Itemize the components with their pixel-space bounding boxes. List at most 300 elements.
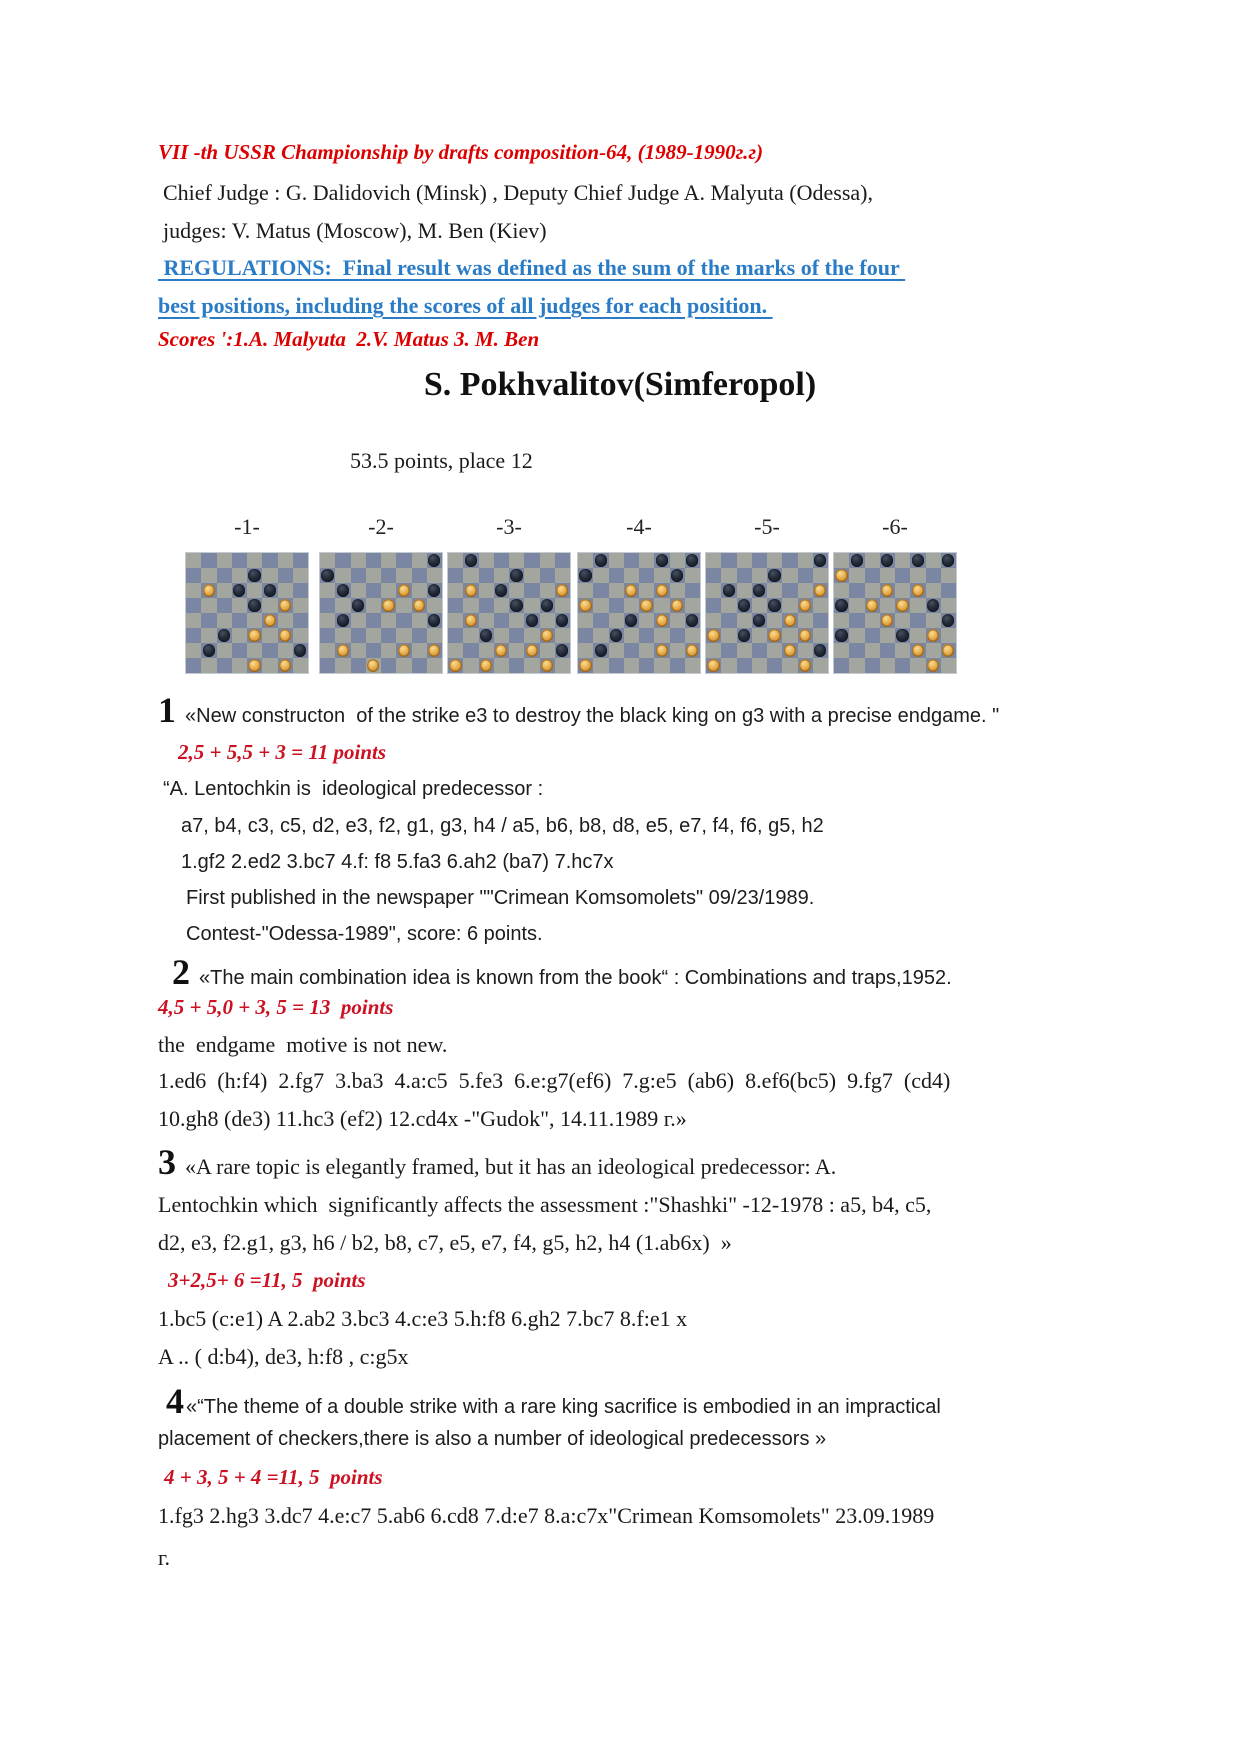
black-checker-piece xyxy=(428,554,440,566)
board-square xyxy=(737,553,752,568)
board-square xyxy=(217,658,232,673)
board-square xyxy=(721,628,736,643)
section-3-number: 3 xyxy=(158,1142,176,1182)
board-square xyxy=(685,598,700,613)
board-square xyxy=(721,643,736,658)
board-square xyxy=(448,628,463,643)
white-checker-piece xyxy=(337,644,349,656)
white-checker-piece xyxy=(480,659,492,671)
board-square xyxy=(320,613,335,628)
board-square xyxy=(320,628,335,643)
board-square xyxy=(737,643,752,658)
board-square xyxy=(834,553,849,568)
white-checker-piece xyxy=(248,629,260,641)
board-square xyxy=(509,583,524,598)
board-square xyxy=(910,658,925,673)
board-square xyxy=(782,553,797,568)
white-checker-piece xyxy=(398,584,410,596)
board-square xyxy=(463,628,478,643)
white-checker-piece xyxy=(449,659,461,671)
board-square xyxy=(463,598,478,613)
board-square xyxy=(593,568,608,583)
board-square xyxy=(262,568,277,583)
white-checker-piece xyxy=(413,599,425,611)
board-square xyxy=(895,613,910,628)
judges-line-2: judges: V. Matus (Moscow), M. Ben (Kiev) xyxy=(163,218,547,243)
board-square xyxy=(834,643,849,658)
white-checker-piece xyxy=(579,659,591,671)
white-checker-piece xyxy=(686,644,698,656)
board-square xyxy=(593,628,608,643)
board-square xyxy=(351,643,366,658)
board-square xyxy=(926,553,941,568)
checkers-board-3 xyxy=(448,553,570,673)
white-checker-piece xyxy=(640,599,652,611)
white-checker-piece xyxy=(279,629,291,641)
white-checker-piece xyxy=(799,599,811,611)
points-place-line: 53.5 points, place 12 xyxy=(350,448,533,473)
black-checker-piece xyxy=(768,599,780,611)
board-square xyxy=(849,568,864,583)
black-checker-piece xyxy=(686,614,698,626)
section-2-comment-text: «The main combination idea is known from the book“ : Combinations and traps,1952. xyxy=(199,967,952,989)
board-square xyxy=(186,568,201,583)
board-square xyxy=(540,553,555,568)
board-square xyxy=(752,598,767,613)
board-square xyxy=(293,628,308,643)
board-square xyxy=(217,568,232,583)
black-checker-piece xyxy=(851,554,863,566)
board-square xyxy=(278,553,293,568)
white-checker-piece xyxy=(927,629,939,641)
board-square xyxy=(412,658,427,673)
white-checker-piece xyxy=(656,584,668,596)
board-square xyxy=(865,643,880,658)
board-square xyxy=(639,643,654,658)
board-square xyxy=(685,583,700,598)
black-checker-piece xyxy=(480,629,492,641)
black-checker-piece xyxy=(881,554,893,566)
board-square xyxy=(849,583,864,598)
board-square xyxy=(721,613,736,628)
board-square xyxy=(335,553,350,568)
board-square xyxy=(670,658,685,673)
section-1-moves-line: 1.gf2 2.ed2 3.bc7 4.f: f8 5.fa3 6.ah2 (ba7) 7.hc7x xyxy=(181,851,614,873)
board-square xyxy=(201,628,216,643)
board-square xyxy=(232,628,247,643)
section-2-comment xyxy=(172,952,952,993)
diagrams-row xyxy=(0,553,1240,673)
board-square xyxy=(813,628,828,643)
section-2-endgame-line: the endgame motive is not new. xyxy=(158,1032,448,1057)
board-square xyxy=(670,553,685,568)
black-checker-piece xyxy=(927,599,939,611)
section-4-number: 4 xyxy=(166,1381,184,1421)
board-square xyxy=(186,643,201,658)
white-checker-piece xyxy=(465,614,477,626)
board-square xyxy=(540,613,555,628)
board-square xyxy=(813,598,828,613)
board-square xyxy=(555,658,570,673)
board-square xyxy=(293,613,308,628)
board-square xyxy=(865,658,880,673)
board-square xyxy=(685,658,700,673)
board-square xyxy=(737,658,752,673)
board-square xyxy=(448,643,463,658)
board-square xyxy=(293,598,308,613)
white-checker-piece xyxy=(526,644,538,656)
diagram-label-6: -6- xyxy=(882,514,908,539)
board-square xyxy=(293,568,308,583)
board-square xyxy=(186,613,201,628)
board-square xyxy=(232,643,247,658)
board-square xyxy=(448,598,463,613)
board-square xyxy=(578,613,593,628)
board-square xyxy=(721,553,736,568)
board-square xyxy=(895,583,910,598)
board-square xyxy=(351,583,366,598)
board-square xyxy=(479,583,494,598)
board-square xyxy=(578,553,593,568)
board-square xyxy=(865,568,880,583)
board-square xyxy=(752,568,767,583)
board-square xyxy=(320,583,335,598)
white-checker-piece xyxy=(382,599,394,611)
section-3-assessment-line: Lentochkin which significantly affects the assessment :"Shashki" -12-1978 : a5, b4, c5, xyxy=(158,1192,932,1217)
checkers-board-6 xyxy=(834,553,956,673)
board-square xyxy=(752,643,767,658)
diagram-label-1: -1- xyxy=(234,514,260,539)
board-square xyxy=(463,568,478,583)
section-1-contest-line: Contest-"Odessa-1989", score: 6 points. xyxy=(186,923,543,945)
board-square xyxy=(834,583,849,598)
black-checker-piece xyxy=(738,629,750,641)
black-checker-piece xyxy=(814,644,826,656)
board-square xyxy=(609,598,624,613)
board-square xyxy=(479,553,494,568)
white-checker-piece xyxy=(912,644,924,656)
board-square xyxy=(941,628,956,643)
board-square xyxy=(593,613,608,628)
white-checker-piece xyxy=(556,584,568,596)
board-square xyxy=(941,598,956,613)
black-checker-piece xyxy=(321,569,333,581)
board-square xyxy=(767,553,782,568)
board-square xyxy=(813,568,828,583)
white-checker-piece xyxy=(881,584,893,596)
board-square xyxy=(412,583,427,598)
board-square xyxy=(609,568,624,583)
white-checker-piece xyxy=(465,584,477,596)
board-square xyxy=(849,658,864,673)
black-checker-piece xyxy=(541,599,553,611)
white-checker-piece xyxy=(784,614,796,626)
black-checker-piece xyxy=(510,569,522,581)
board-square xyxy=(366,628,381,643)
black-checker-piece xyxy=(352,599,364,611)
black-checker-piece xyxy=(556,614,568,626)
board-square xyxy=(737,613,752,628)
board-square xyxy=(865,613,880,628)
section-3-comment-text: «A rare topic is elegantly framed, but it has an ideological predecessor: A. xyxy=(185,1154,837,1179)
white-checker-piece xyxy=(799,659,811,671)
white-checker-piece xyxy=(707,659,719,671)
board-square xyxy=(262,553,277,568)
section-3-moves-line: 1.bc5 (c:e1) A 2.ab2 3.bc3 4.c:e3 5.h:f8 6.gh2 7.bc7 8.f:e1 x xyxy=(158,1306,688,1331)
board-square xyxy=(578,643,593,658)
board-square xyxy=(624,598,639,613)
board-square xyxy=(494,568,509,583)
board-square xyxy=(706,583,721,598)
board-square xyxy=(834,613,849,628)
board-square xyxy=(262,643,277,658)
board-square xyxy=(463,658,478,673)
board-square xyxy=(278,613,293,628)
diagram-label-5: -5- xyxy=(754,514,780,539)
black-checker-piece xyxy=(610,629,622,641)
white-checker-piece xyxy=(942,644,954,656)
regulations-line-1: REGULATIONS: Final result was defined as the sum of the marks of the four xyxy=(158,255,906,280)
board-square xyxy=(555,598,570,613)
board-square xyxy=(186,658,201,673)
white-checker-piece xyxy=(279,659,291,671)
board-square xyxy=(396,658,411,673)
board-square xyxy=(479,613,494,628)
board-square xyxy=(217,553,232,568)
board-square xyxy=(448,568,463,583)
white-checker-piece xyxy=(495,644,507,656)
board-square xyxy=(752,628,767,643)
board-square xyxy=(752,553,767,568)
white-checker-piece xyxy=(248,659,260,671)
board-square xyxy=(782,598,797,613)
black-checker-piece xyxy=(203,644,215,656)
black-checker-piece xyxy=(625,614,637,626)
board-square xyxy=(509,613,524,628)
board-square xyxy=(479,568,494,583)
board-square xyxy=(427,658,442,673)
board-square xyxy=(479,598,494,613)
black-checker-piece xyxy=(912,554,924,566)
judges-line-1: Chief Judge : G. Dalidovich (Minsk) , Deputy Chief Judge A. Malyuta (Odessa), xyxy=(163,180,873,205)
section-4-score-line: 4 + 3, 5 + 4 =11, 5 points xyxy=(164,1465,383,1489)
board-square xyxy=(767,643,782,658)
board-square xyxy=(895,643,910,658)
board-square xyxy=(186,598,201,613)
white-checker-piece xyxy=(896,599,908,611)
black-checker-piece xyxy=(428,614,440,626)
section-4-moves-line: 1.fg3 2.hg3 3.dc7 4.e:c7 5.ab6 6.cd8 7.d:e7 8.a:c7x"Crimean Komsomolets" 23.09.1989 xyxy=(158,1503,935,1528)
board-square xyxy=(910,598,925,613)
board-square xyxy=(798,568,813,583)
board-square xyxy=(767,658,782,673)
board-square xyxy=(609,658,624,673)
board-square xyxy=(654,658,669,673)
board-square xyxy=(737,583,752,598)
board-square xyxy=(412,643,427,658)
board-square xyxy=(381,568,396,583)
board-square xyxy=(895,568,910,583)
board-square xyxy=(849,613,864,628)
board-square xyxy=(609,613,624,628)
board-square xyxy=(593,583,608,598)
board-square xyxy=(524,583,539,598)
board-square xyxy=(910,628,925,643)
board-square xyxy=(293,553,308,568)
black-checker-piece xyxy=(753,584,765,596)
board-square xyxy=(366,598,381,613)
board-square xyxy=(706,553,721,568)
white-checker-piece xyxy=(625,584,637,596)
board-square xyxy=(396,568,411,583)
white-checker-piece xyxy=(656,644,668,656)
white-checker-piece xyxy=(671,599,683,611)
white-checker-piece xyxy=(707,629,719,641)
board-square xyxy=(448,583,463,598)
board-square xyxy=(366,553,381,568)
board-square xyxy=(247,643,262,658)
board-square xyxy=(232,598,247,613)
board-square xyxy=(639,553,654,568)
section-2-score-line: 4,5 + 5,0 + 3, 5 = 13 points xyxy=(158,995,394,1019)
black-checker-piece xyxy=(579,569,591,581)
board-square xyxy=(479,643,494,658)
section-4-year-line: г. xyxy=(158,1545,171,1570)
board-square xyxy=(721,598,736,613)
black-checker-piece xyxy=(896,629,908,641)
black-checker-piece xyxy=(248,569,260,581)
board-square xyxy=(351,628,366,643)
section-2-moves-line-2: 10.gh8 (de3) 11.hc3 (ef2) 12.cd4x -"Gudok", 14.11.1989 г.» xyxy=(158,1106,687,1131)
author-heading: S. Pokhvalitov(Simferopol) xyxy=(423,366,817,403)
black-checker-piece xyxy=(942,554,954,566)
board-square xyxy=(335,598,350,613)
board-square xyxy=(524,628,539,643)
board-square xyxy=(813,613,828,628)
board-square xyxy=(706,643,721,658)
board-square xyxy=(494,598,509,613)
board-square xyxy=(351,613,366,628)
white-checker-piece xyxy=(866,599,878,611)
board-square xyxy=(232,658,247,673)
board-square xyxy=(463,643,478,658)
white-checker-piece xyxy=(541,659,553,671)
board-square xyxy=(278,643,293,658)
board-square xyxy=(941,568,956,583)
board-square xyxy=(798,553,813,568)
board-square xyxy=(381,643,396,658)
board-square xyxy=(396,613,411,628)
board-square xyxy=(624,553,639,568)
section-1-predecessor-line: “A. Lentochkin is ideological predecessor : xyxy=(163,778,544,800)
board-square xyxy=(880,568,895,583)
section-1-comment xyxy=(158,690,999,731)
black-checker-piece xyxy=(556,644,568,656)
board-square xyxy=(351,658,366,673)
black-checker-piece xyxy=(264,584,276,596)
section-3-score-line: 3+2,5+ 6 =11, 5 points xyxy=(168,1268,366,1292)
board-square xyxy=(849,628,864,643)
board-square xyxy=(578,628,593,643)
board-square xyxy=(293,658,308,673)
black-checker-piece xyxy=(814,554,826,566)
board-square xyxy=(926,568,941,583)
section-1-comment-text: «New constructon of the strike e3 to destroy the black king on g3 with a precise endgame. " xyxy=(185,705,1000,727)
white-checker-piece xyxy=(367,659,379,671)
board-square xyxy=(262,658,277,673)
board-square xyxy=(186,628,201,643)
board-square xyxy=(351,568,366,583)
board-square xyxy=(201,598,216,613)
black-checker-piece xyxy=(671,569,683,581)
board-square xyxy=(782,568,797,583)
board-square xyxy=(555,568,570,583)
section-2-number: 2 xyxy=(172,952,190,992)
board-square xyxy=(670,583,685,598)
board-square xyxy=(217,643,232,658)
board-square xyxy=(524,658,539,673)
black-checker-piece xyxy=(337,584,349,596)
board-square xyxy=(247,553,262,568)
board-square xyxy=(351,553,366,568)
board-square xyxy=(654,598,669,613)
board-square xyxy=(941,658,956,673)
board-square xyxy=(381,613,396,628)
board-square xyxy=(320,643,335,658)
black-checker-piece xyxy=(656,554,668,566)
board-square xyxy=(320,553,335,568)
board-square xyxy=(412,553,427,568)
board-square xyxy=(366,643,381,658)
white-checker-piece xyxy=(784,644,796,656)
board-square xyxy=(721,658,736,673)
board-square xyxy=(941,583,956,598)
diagram-label-2: -2- xyxy=(368,514,394,539)
board-square xyxy=(524,553,539,568)
section-1-score-line: 2,5 + 5,5 + 3 = 11 points xyxy=(178,740,387,764)
board-square xyxy=(624,658,639,673)
board-square xyxy=(509,658,524,673)
section-1-publication-line: First published in the newspaper ""Crimean Komsomolets" 09/23/1989. xyxy=(186,887,815,909)
checkers-board-2 xyxy=(320,553,442,673)
board-square xyxy=(737,568,752,583)
board-square xyxy=(609,643,624,658)
black-checker-piece xyxy=(686,554,698,566)
black-checker-piece xyxy=(428,584,440,596)
white-checker-piece xyxy=(835,569,847,581)
board-square xyxy=(555,628,570,643)
board-square xyxy=(201,613,216,628)
board-square xyxy=(926,643,941,658)
board-square xyxy=(540,643,555,658)
black-checker-piece xyxy=(753,614,765,626)
board-square xyxy=(320,658,335,673)
board-square xyxy=(366,583,381,598)
board-square xyxy=(494,628,509,643)
board-square xyxy=(494,613,509,628)
board-square xyxy=(706,568,721,583)
board-square xyxy=(813,658,828,673)
board-square xyxy=(624,628,639,643)
board-square xyxy=(232,553,247,568)
board-square xyxy=(396,598,411,613)
board-square xyxy=(895,658,910,673)
board-square xyxy=(494,658,509,673)
board-square xyxy=(767,583,782,598)
black-checker-piece xyxy=(835,599,847,611)
board-square xyxy=(524,598,539,613)
board-square xyxy=(381,658,396,673)
